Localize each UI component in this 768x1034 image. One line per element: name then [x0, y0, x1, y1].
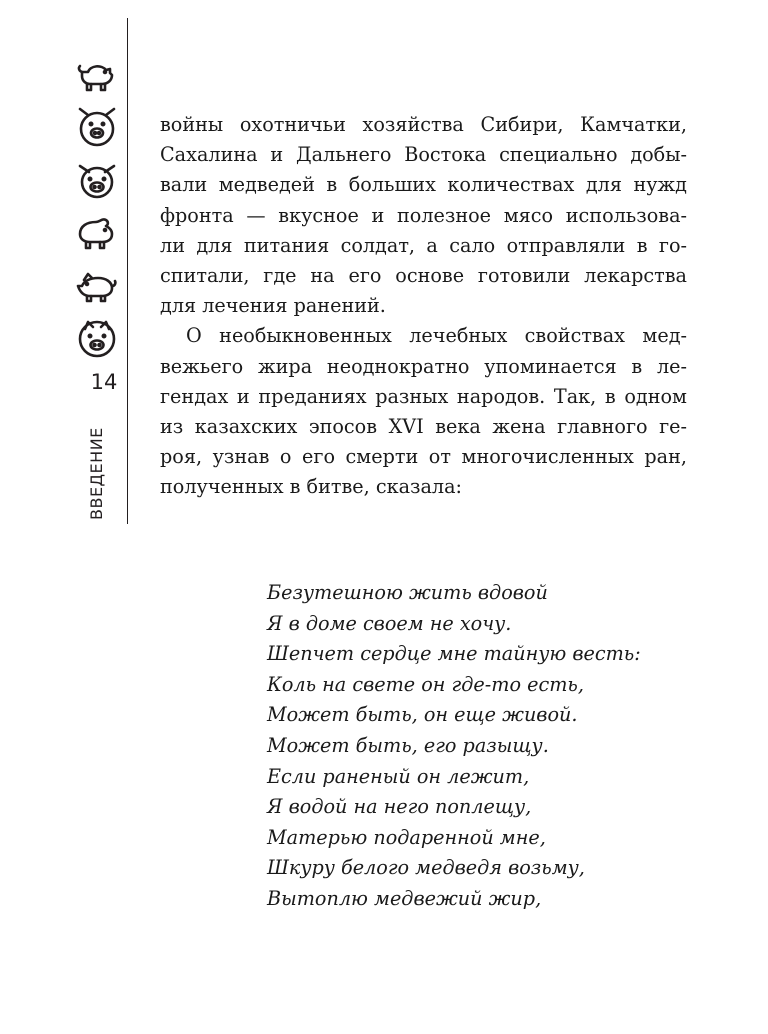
pig-face-icon [74, 103, 120, 149]
text-line: О необыкновенных лечебных свойствах мед- [186, 324, 687, 348]
margin-rule [127, 18, 128, 524]
poem-line: Если раненый он лежит, [267, 764, 530, 788]
section-label: ВВЕДЕНИЕ [87, 427, 106, 520]
poem-line: Коль на свете он где-то есть, [267, 672, 584, 696]
pig-face-round-icon [74, 315, 120, 361]
text-line: полученных в битве, сказала: [160, 475, 463, 499]
poem-line: Вытоплю медвежий жир, [267, 886, 542, 910]
pig-side-curly-icon [74, 210, 120, 256]
pig-side-icon [74, 50, 120, 96]
text-line: войны охотничьи хозяйства Сибири, Камчатки, [160, 113, 687, 136]
text-line: для лечения ранений. [160, 294, 386, 318]
text-line: вали медведей в больших количествах для нужд [160, 173, 687, 197]
poem [267, 578, 641, 915]
poem-line: Может быть, его разыщу. [267, 733, 549, 757]
paragraph-1 [160, 110, 687, 321]
pig-face-ears-icon [74, 158, 120, 204]
paragraph-2 [160, 321, 687, 502]
text-line: фронта — вкусное и полезное мясо использова- [160, 203, 687, 227]
poem-line: Безутешною жить вдовой [267, 581, 548, 604]
text-line: гендах и преданиях разных народов. Так, в одном [160, 384, 687, 408]
poem-line: Шепчет сердце мне тайную весть: [267, 642, 641, 666]
text-line: вежьего жира неоднократно упоминается в ле- [160, 354, 687, 378]
text-line: из казахских эпосов XVI века жена главного ге- [160, 415, 687, 439]
poem-line: Шкуру белого медведя возьму, [267, 856, 585, 880]
poem-line: Я в доме своем не хочу. [267, 611, 512, 635]
text-line: спитали, где на его основе готовили лекарства [160, 264, 687, 288]
text-line: Сахалина и Дальнего Востока специально добы- [160, 143, 687, 167]
text-line: роя, узнав о его смерти от многочисленных ран, [160, 445, 687, 469]
text-line: ли для питания солдат, а сало отправляли в го- [160, 233, 687, 257]
page-number: 14 [90, 370, 118, 394]
pig-side-ears-icon [74, 262, 120, 308]
poem-line: Может быть, он еще живой. [267, 703, 578, 727]
poem-line: Я водой на него поплещу, [267, 795, 532, 819]
body-text [160, 110, 687, 503]
poem-line: Матерью подаренной мне, [267, 825, 546, 849]
